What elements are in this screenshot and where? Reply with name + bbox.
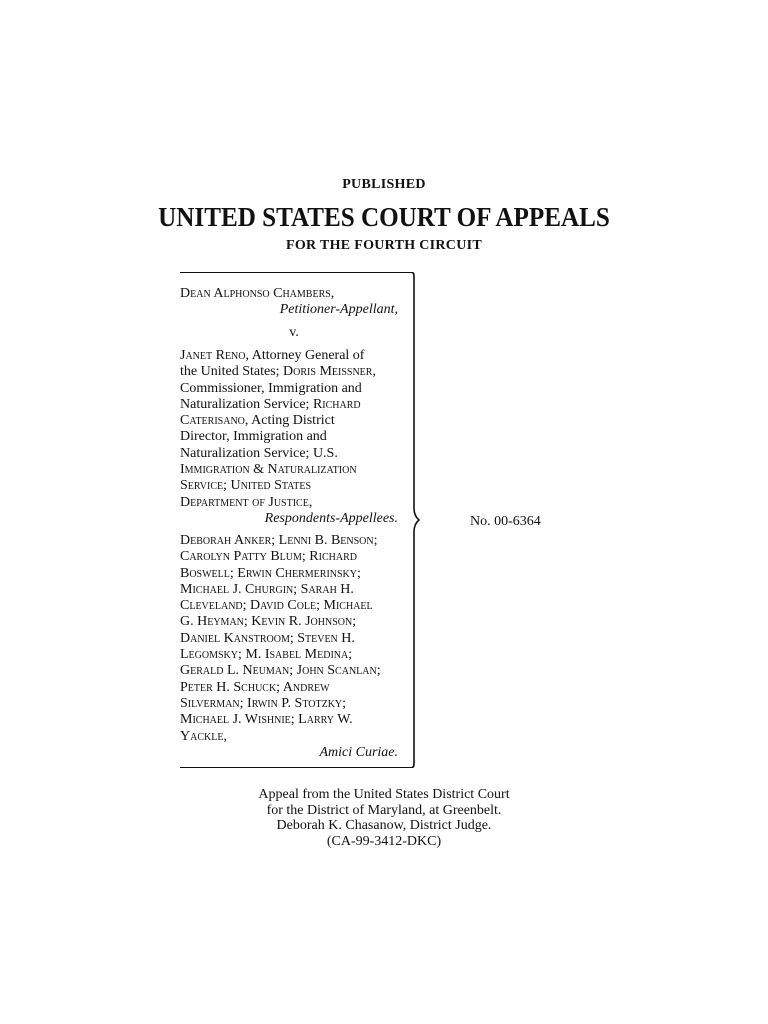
amici-role: Amici Curiae. (319, 744, 398, 760)
respondents-names: Janet Reno, Attorney General of the United States; Doris Meissner, Commissioner, Immigration and Naturalization Service; Richard Caterisano, Acting District Director, Immigration and Naturalization Service; U.S. Immigration & Naturalization Service; United States Department of Justice, (180, 348, 376, 510)
caption-top-rule (180, 272, 412, 273)
appellant-block (180, 286, 408, 319)
appeal-line-2: for the District of Maryland, at Greenbelt. (266, 802, 502, 818)
appeal-line-4: (CA-99-3412-DKC) (326, 833, 442, 849)
versus-label: v. (289, 325, 299, 340)
amici-block (180, 533, 408, 761)
respondents-role: Respondents-Appellees. (264, 510, 398, 526)
caption-brace (408, 272, 422, 768)
appeal-line-3: Deborah K. Chasanow, District Judge. (276, 818, 492, 833)
docket-number: No. 00-6364 (470, 514, 541, 529)
amici-names: Deborah Anker; Lenni B. Benson; Carolyn Patty Blum; Richard Boswell; Erwin Chermerinsky; Michael J. Churgin; Sarah H. Cleveland; David Cole; Michael G. Heyman; Kevin R. Johnson; Daniel Kanstroom; Steven H. Legomsky; M. Isabel Medina; Gerald L. Neuman; John Scanlan; Peter H. Schuck; Andrew Silverman; Irwin P. Stotzky; Michael J. Wishnie; Larry W. Yackle, (180, 533, 381, 744)
court-title: UNITED STATES COURT OF APPEALS (158, 202, 610, 232)
respondents-block (180, 348, 408, 527)
appeal-line-1: Appeal from the United States District Court (258, 787, 510, 802)
case-caption (180, 272, 416, 768)
appellant-role: Petitioner-Appellant, (279, 302, 398, 318)
published-label: PUBLISHED (342, 177, 426, 192)
caption-bottom-rule (180, 767, 412, 768)
appeal-info (0, 787, 768, 849)
circuit-subtitle: FOR THE FOURTH CIRCUIT (285, 238, 483, 253)
appellant-name: Dean Alphonso Chambers, (180, 286, 335, 301)
